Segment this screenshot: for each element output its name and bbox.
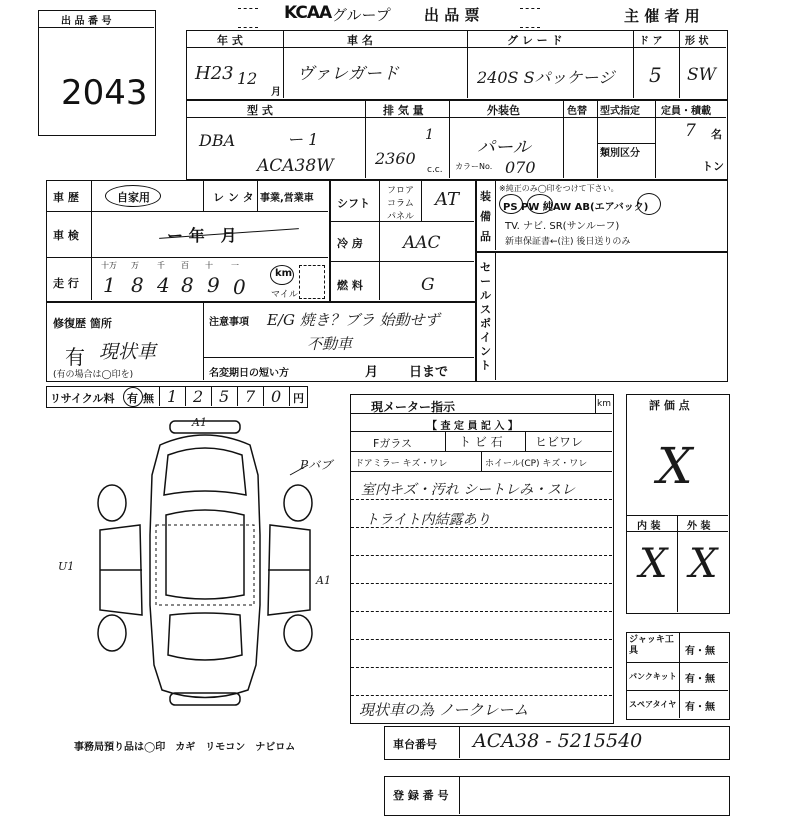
inspector-label: 【 査 定 員 記 入 】 [427, 421, 518, 432]
inspector-note-2: トライト内結露あり [365, 512, 491, 528]
door-label: ド ア [639, 36, 663, 47]
registration-label: 登 録 番 号 [393, 789, 449, 802]
row1-table [186, 30, 728, 100]
shift-value: AT [435, 189, 460, 210]
ps-circle [499, 194, 523, 214]
digit-label-0: 十万 [101, 261, 117, 270]
lot-box [38, 10, 156, 136]
inspection-label: 車 検 [53, 229, 79, 242]
extra-spare-label: スペアタイヤ [629, 700, 677, 709]
sales-point-label: セールスポイント [480, 261, 491, 372]
private-option: 自家用 [117, 191, 150, 204]
mileage-digit-4: 9 [207, 273, 220, 297]
history-table [46, 180, 330, 302]
mileage-digit-1: 8 [131, 273, 144, 297]
equipment-line3: 新車保証書←(注) 後日送りのみ [505, 237, 631, 247]
car-value: ヴァレガード [297, 64, 399, 84]
lot-label: 出 品 番 号 [61, 16, 112, 27]
digit-label-4: 十 [205, 261, 213, 270]
color-change-label: 色替 [567, 106, 587, 117]
chassis-label: 車台番号 [393, 738, 437, 751]
ton-unit: トン [702, 160, 724, 173]
disp-value2: 1 [425, 127, 434, 143]
repair-note: (有の場合は◯印を) [53, 370, 134, 380]
mileage-label: 走 行 [53, 277, 79, 290]
ac-value: AAC [403, 233, 441, 253]
car-label: 車 名 [347, 34, 373, 47]
inspection-value: ー 年 月 [167, 226, 237, 245]
color-no-label: カラーNo. [455, 162, 493, 171]
repair-label: 修復歴 箇所 [53, 317, 112, 330]
diagram-note-puddle: Pバブ [300, 458, 333, 472]
digit-label-3: 百 [181, 261, 189, 270]
inspector-fglass: Fガラス [373, 437, 412, 450]
door-value: 5 [649, 63, 662, 87]
digit-label-2: 千 [157, 261, 165, 270]
name-change-month: 月 [365, 365, 379, 380]
inspector-note-1: 室内キズ・汚れ シートレみ・スレ [361, 482, 576, 498]
inspector-bottom-note: 現状車の為 ノークレーム [359, 701, 529, 719]
color-value: パール [477, 137, 531, 158]
capacity-value: 7 [685, 121, 696, 141]
mileage-digit-2: 4 [157, 273, 170, 297]
recycle-yes-circle [123, 387, 143, 407]
caution-text-2: 不動車 [307, 335, 353, 353]
equipment-line2: TV. ナビ. SR(サンルーフ) [505, 221, 620, 232]
disp-label: 排 気 量 [383, 104, 424, 117]
color-no: 070 [505, 158, 536, 177]
rating-mark: X [657, 437, 693, 495]
rental-option: レ ン タ [213, 191, 254, 204]
office-items: 事務局預り品は◯印 カギ リモコン ナビロム [74, 742, 296, 753]
name-change-label: 名変期日の短い方 [209, 368, 289, 379]
diagram-note-left: U1 [58, 560, 75, 573]
fuel-value: G [421, 275, 435, 295]
lot-number: 2043 [61, 73, 148, 113]
repair-value-prefix: 有 [65, 345, 85, 369]
exterior-mark: X [689, 541, 718, 587]
inspector-mirror: ドアミラー キズ・ワレ [355, 459, 448, 469]
equipment-note: ※純正のみ◯印をつけて下さい。 [499, 184, 619, 193]
disp-unit: c.c. [427, 165, 443, 175]
diagram-note-top: A1 [192, 416, 207, 429]
repair-table [46, 302, 476, 382]
year-label: 年 式 [217, 34, 243, 47]
exterior-label: 外 装 [687, 521, 711, 532]
group-label: グループ [332, 6, 391, 24]
month-value: 12 [237, 69, 258, 88]
pw-circle [527, 194, 553, 214]
history-label: 車 歴 [53, 191, 79, 204]
inspector-panel [350, 394, 614, 724]
extras-table [626, 632, 730, 720]
shape-label: 形 状 [685, 36, 709, 47]
inspector-chip: ト ビ 石 [459, 435, 503, 449]
meter-label: 現メーター指示 [371, 400, 456, 414]
digit-label-5: 一 [231, 261, 239, 270]
km-circle [270, 265, 294, 285]
chassis-table [384, 726, 730, 760]
recycle-digit-3: 7 [245, 387, 256, 406]
form-title: 出 品 票 [424, 6, 480, 24]
recycle-digit-2: 5 [219, 387, 230, 406]
class-label: 類別区分 [600, 148, 640, 159]
caution-label: 注意事項 [209, 317, 249, 328]
recycle-digit-4: 0 [271, 387, 282, 406]
model-value-mid: ー 1 [287, 130, 319, 149]
recycle-label: リサイクル料 [50, 392, 115, 405]
recycle-yes: 有 [127, 392, 138, 405]
rating-box [626, 394, 730, 614]
business-option: 事業,営業車 [260, 193, 314, 204]
extra-jack-value: 有・無 [685, 646, 715, 657]
shape-value: SW [687, 65, 717, 85]
model-designation-label: 型式指定 [600, 106, 640, 117]
color-label: 外装色 [487, 104, 520, 117]
extra-spare-value: 有・無 [685, 702, 715, 713]
diagram-note-right: A1 [316, 574, 331, 587]
mile-unit: マイル [271, 290, 298, 300]
fuel-label: 燃 料 [337, 279, 363, 292]
shift-option-column: コラム [387, 199, 414, 209]
recycle-no: 無 [143, 392, 154, 405]
ac-label: 冷 房 [337, 237, 363, 250]
digit-label-1: 万 [131, 261, 139, 270]
extra-punk-value: 有・無 [685, 674, 715, 685]
repair-value: 現状車 [99, 341, 157, 363]
capacity-unit: 名 [711, 128, 722, 141]
meter-unit: km [597, 399, 611, 409]
row2-table [186, 100, 728, 180]
caution-text-1: E/G 焼き？ブラ 始動せず [267, 311, 440, 329]
year-value: H23 [195, 63, 234, 84]
inspector-crack: ヒビワレ [535, 435, 584, 449]
model-label: 型 式 [247, 104, 273, 117]
equipment-label: 装 備 品 [480, 190, 491, 243]
header-dashes-right [520, 8, 540, 28]
shift-option-floor: フロア [387, 186, 415, 196]
equipment-line1: PS PW 純AW AB(エアバック) [503, 202, 649, 213]
mileage-digit-0: 1 [103, 273, 116, 297]
private-circle [105, 185, 161, 207]
disp-value: 2360 [375, 149, 416, 168]
recycle-yen: 円 [293, 392, 304, 405]
mileage-digit-5: 0 [233, 275, 246, 299]
ab-circle [637, 193, 661, 215]
model-value-prefix: DBA [199, 131, 236, 150]
interior-mark: X [639, 541, 668, 587]
recycle-digit-1: 2 [193, 387, 204, 406]
grade-label: グ レ ー ド [507, 34, 563, 47]
shift-table [330, 180, 476, 302]
recycle-digit-0: 1 [167, 387, 178, 406]
recycle-table [46, 386, 308, 408]
header-dashes-left [238, 8, 258, 28]
shift-label: シフト [337, 197, 370, 210]
equipment-table [476, 180, 728, 252]
km-unit: km [275, 268, 293, 279]
brand-logo: KCAA [284, 3, 332, 23]
shift-option-panel: パネル [387, 212, 415, 222]
chassis-value: ACA38 - 5215540 [473, 730, 643, 752]
mileage-digit-3: 8 [181, 273, 194, 297]
mile-box [299, 265, 325, 299]
host-label: 主 催 者 用 [624, 7, 700, 25]
month-unit: 月 [271, 87, 281, 98]
interior-label: 内 装 [637, 521, 661, 532]
inspector-wheel: ホイール(CP) キズ・ワレ [485, 459, 588, 469]
extra-jack-label: ジャッキ工具 [629, 635, 674, 656]
registration-table [384, 776, 730, 816]
capacity-label: 定員・積載 [661, 106, 711, 117]
extra-punk-label: パンクキット [629, 672, 677, 681]
model-value: ACA38W [257, 156, 334, 176]
name-change-day: 日まで [409, 365, 449, 380]
rating-label: 評 価 点 [649, 399, 690, 412]
sales-point-box [476, 252, 728, 382]
grade-value: 240S Sパッケージ [477, 68, 615, 87]
